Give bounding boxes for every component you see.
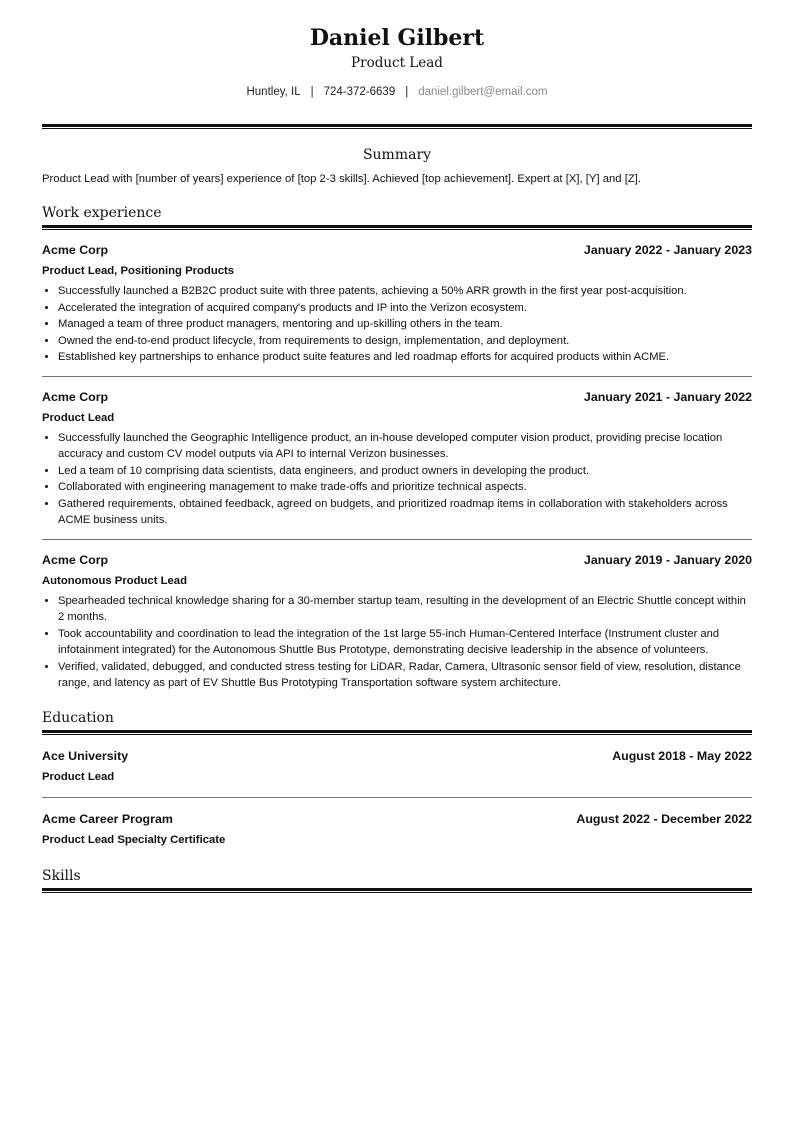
education-entry xyxy=(42,735,752,797)
employment-dates: January 2022 - January 2023 xyxy=(583,243,752,257)
achievement-item: • Established key partnerships to enhance product suite features and led roadmap efforts for acquired products within ACME. xyxy=(58,349,752,366)
company-name: Acme Corp xyxy=(42,552,109,567)
work-experience-heading: Work experience xyxy=(42,205,162,221)
school-name: Acme Career Program xyxy=(42,811,173,826)
work-entry xyxy=(42,377,752,539)
section-divider xyxy=(42,888,752,893)
work-entry xyxy=(42,540,752,702)
achievement-item: • Collaborated with engineering management to make trade-offs and prioritize technical aspects. xyxy=(58,479,752,496)
job-title: Product Lead xyxy=(42,411,115,424)
achievement-list xyxy=(42,283,752,366)
achievement-item: • Verified, validated, debugged, and conducted stress testing for LiDAR, Radar, Camera, Ultrasonic sensor field of view, resolution, distance range, and latency as part of EV Shuttle Bus Prototyping Transportation software system architecture. xyxy=(58,659,752,692)
employment-dates: January 2019 - January 2020 xyxy=(583,552,752,567)
education-heading: Education xyxy=(42,709,114,726)
achievement-item: • Gathered requirements, obtained feedback, agreed on budgets, and prioritized roadmap items in collaboration with stakeholders across ACME business units. xyxy=(58,496,752,529)
email-link[interactable]: daniel.gilbert@email.com xyxy=(418,86,548,98)
achievement-list xyxy=(42,593,752,692)
skills-heading: Skills xyxy=(42,867,81,884)
achievement-item: • Successfully launched a B2B2C product suite with three patents, achieving a 50% ARR growth in the first year post-acquisition. xyxy=(58,283,752,300)
candidate-name: Daniel Gilbert xyxy=(309,25,485,51)
employment-dates: January 2021 - January 2022 xyxy=(583,389,752,404)
achievement-item: • Managed a team of three product managers, mentoring and up-skilling others in the team. xyxy=(58,316,752,333)
job-title: Product Lead, Positioning Products xyxy=(42,265,235,277)
contact-separator: | xyxy=(310,86,314,98)
education-entry xyxy=(42,798,752,860)
work-entry xyxy=(42,230,752,376)
company-name: Acme Corp xyxy=(42,389,109,404)
school-name: Ace University xyxy=(42,748,129,763)
summary-text: Product Lead with [number of years] experience of [top 2-3 skills]. Achieved [top achievement]. Expert at [X], [Y] and [Z]. xyxy=(42,173,642,185)
achievement-list xyxy=(42,430,752,529)
education-dates: August 2018 - May 2022 xyxy=(612,748,752,763)
job-title: Autonomous Product Lead xyxy=(42,574,187,587)
achievement-item: • Spearheaded technical knowledge sharing for a 30-member startup team, resulting in the development of an Electric Shuttle concept within 2 months. xyxy=(58,593,752,626)
degree: Product Lead xyxy=(42,770,115,783)
achievement-item: • Led a team of 10 comprising data scientists, data engineers, and product owners in developing the product. xyxy=(58,463,752,480)
achievement-item: • Owned the end-to-end product lifecycle, from requirements to design, implementation, and deployment. xyxy=(58,333,752,350)
company-name: Acme Corp xyxy=(42,243,109,257)
summary-heading: Summary xyxy=(362,147,432,163)
achievement-item: • Successfully launched the Geographic Intelligence product, an in-house developed computer vision product, providing precise location accuracy and custom CV model outputs via API to internal Verizon businesses. xyxy=(58,430,752,463)
contact-separator: | xyxy=(405,86,409,98)
phone: 724-372-6639 xyxy=(323,86,396,98)
achievement-item: • Took accountability and coordination to lead the integration of the 1st large 55-inch Human-Centered Interface (Instrument cluster and infotainment integrated) for the Autonomous Shuttle Bus Prototype, demonstrating decisive leadership in the absence of volunteers. xyxy=(58,626,752,659)
degree: Product Lead Specialty Certificate xyxy=(42,833,226,846)
education-dates: August 2022 - December 2022 xyxy=(576,811,752,826)
contact-line xyxy=(42,84,752,100)
location: Huntley, IL xyxy=(246,86,301,98)
candidate-role: Product Lead xyxy=(351,55,443,71)
header-divider xyxy=(42,124,752,129)
achievement-item: • Accelerated the integration of acquired company's products and IP into the Verizon ecosystem. xyxy=(58,300,752,317)
